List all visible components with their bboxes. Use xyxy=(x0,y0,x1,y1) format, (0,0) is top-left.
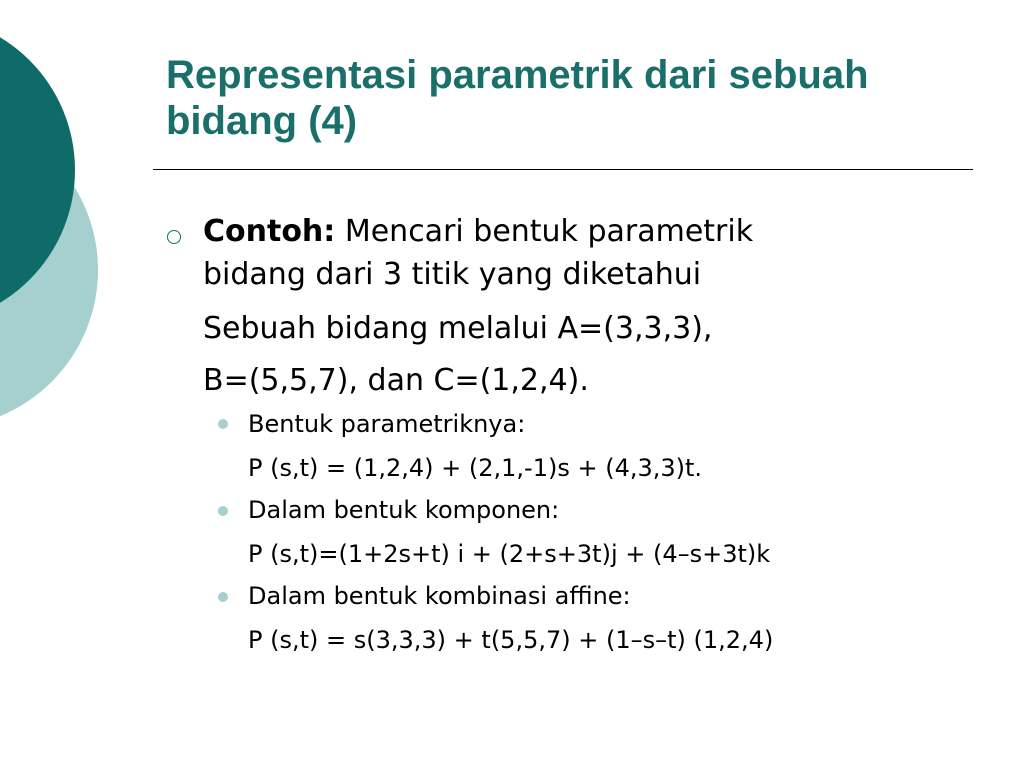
bullet-dot-icon xyxy=(218,592,228,602)
hollow-circle-bullet-icon xyxy=(167,230,181,244)
bullet-dot-icon xyxy=(218,419,228,429)
bullet-dot-icon xyxy=(218,506,228,516)
sub-item-label-2: Dalam bentuk komponen: xyxy=(248,496,560,524)
sub-item-label-3: Dalam bentuk kombinasi affine: xyxy=(248,582,631,610)
example-text-2: bidang dari 3 titik yang diketahui xyxy=(203,257,702,292)
slide-title: Representasi parametrik dari sebuah bidang (4) xyxy=(166,53,869,143)
example-label: Contoh: xyxy=(203,214,336,249)
example-text-1: Mencari bentuk parametrik xyxy=(335,214,754,249)
plane-line-1: Sebuah bidang melalui A=(3,3,3), xyxy=(203,311,713,346)
example-line-1 xyxy=(203,214,753,249)
sub-item-formula-2: P (s,t)=(1+2s+t) i + (2+s+3t)j + (4–s+3t)k xyxy=(248,540,771,568)
plane-line-2: B=(5,5,7), dan C=(1,2,4). xyxy=(203,363,589,398)
sub-item-formula-3: P (s,t) = s(3,3,3) + t(5,5,7) + (1–s–t) (1,2,4) xyxy=(248,626,774,654)
sub-item-formula-1: P (s,t) = (1,2,4) + (2,1,-1)s + (4,3,3)t. xyxy=(248,454,703,482)
sub-item-label-1: Bentuk parametriknya: xyxy=(248,410,526,438)
